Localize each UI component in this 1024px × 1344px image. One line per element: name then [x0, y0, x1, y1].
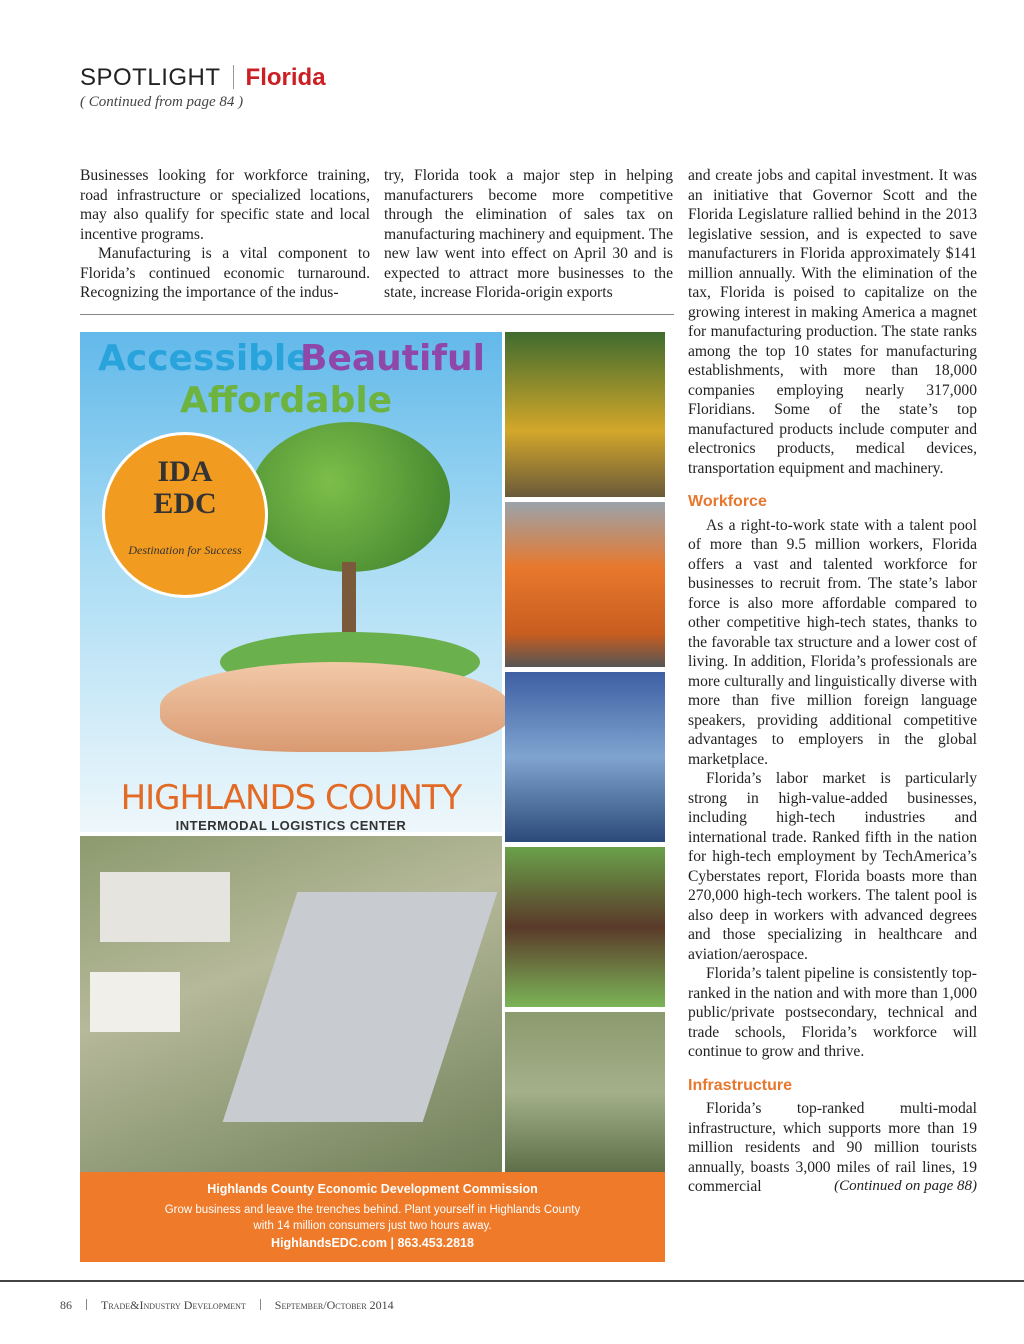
banner-contact: HighlandsEDC.com | 863.453.2818	[271, 1236, 474, 1250]
page-footer	[60, 1298, 394, 1313]
ad-tagline-affordable: Affordable	[180, 380, 393, 421]
paragraph: and create jobs and capital investment. It was an initiative that Governor Scott and the Florida Legislature rallied behind in the 2013 legislative session, and is expected to save manufacturers in Florida approximately $141 million annually. With the elimination of the tax, Florida is poised to capitalize on the growing interest in making America a magnet for manufacturing production. The state ranks among the top 10 states for manufacturing establishments, with more than 18,000 companies employing nearly 317,000 Floridians. Some of the state’s top manufactured products include computer and electronics products, medical devices, transportation equipment and machinery.	[688, 167, 977, 477]
ad-tagline-beautiful: Beautiful	[300, 338, 485, 379]
column-2	[384, 166, 673, 303]
cow-photo	[505, 847, 665, 1007]
footer-divider	[86, 1299, 87, 1310]
ida-edc-logo	[102, 432, 268, 598]
workforce-heading: Workforce	[688, 493, 767, 510]
paragraph: As a right-to-work state with a talent pool of more than 9.5 million workers, Florida offers a vast and talented workforce for businesses to recruit from. The state’s labor force is also more affordable compared to other competitive high-tech states, thanks to the favorable tax structure and a lower cost of living. In addition, Florida’s professionals are more culturally and linguistically diverse with more than five million foreign language speakers, providing additional competitive advantages to employers in the global marketplace.	[688, 516, 977, 768]
paragraph: Manufacturing is a vital component to Florida’s continued economic turnaround. Recognizing the importance of the indus-	[80, 245, 370, 301]
paragraph-text: Florida’s top-ranked multi-modal infrastructure, which supports more than 19 million residents and 90 million tourists annually, boasts 3,000 miles of rail lines, 19 commercial	[688, 1100, 977, 1195]
ad-tagline-accessible: Accessible	[98, 338, 311, 379]
continued-from-note: ( Continued from page 84 )	[80, 94, 244, 110]
ad-subtitle: INTERMODAL LOGISTICS CENTER	[175, 818, 407, 833]
ad-banner	[80, 1172, 665, 1262]
banner-line: with 14 million consumers just two hours away.	[253, 1220, 492, 1232]
column-3	[688, 166, 977, 1197]
surgeons-photo	[505, 672, 665, 842]
section-label: SPOTLIGHT	[80, 64, 221, 91]
paragraph: Florida’s labor market is particularly strong in high-value-added businesses, including high-tech industries and international trade. Ranked fifth in the nation for high-tech employment by TechAmerica’s Cyberstates report, Florida boasts more than 270,000 high-tech workers. The talent pool is also deep in workers with advanced degrees and those specializing in healthcare and aviation/aerospace.	[688, 770, 977, 963]
footer-rule	[0, 1280, 1024, 1282]
header-divider	[233, 65, 234, 89]
banner-title: Highlands County Economic Development Commission	[207, 1182, 538, 1196]
aerial-vehicles-photo	[505, 1012, 665, 1172]
building	[90, 972, 180, 1032]
orange-tree-illustration	[250, 422, 450, 572]
page-number: 86	[60, 1298, 72, 1312]
advertisement	[80, 332, 665, 1262]
column-1	[80, 166, 370, 303]
paragraph: Florida’s talent pipeline is consistently top-ranked in the nation and with more than 1,000 public/private postsecondary, technical and trade schools, Florida’s workforce will continue to grow and thrive.	[688, 965, 977, 1060]
ad-top-rule	[80, 314, 674, 315]
infrastructure-heading: Infrastructure	[688, 1076, 793, 1094]
issue-date: September/October 2014	[274, 1298, 394, 1312]
ad-county-name: HIGHLANDS COUNTY	[120, 778, 462, 818]
banner-line: Grow business and leave the trenches behind. Plant yourself in Highlands County	[164, 1204, 581, 1216]
footer-divider	[260, 1299, 261, 1310]
banner-text	[80, 1202, 665, 1234]
hand-illustration	[160, 662, 510, 752]
section-title	[80, 64, 326, 92]
building	[100, 872, 230, 942]
paragraph: try, Florida took a major step in helping manufacturers become more competitive through the elimination of sales tax on manufacturing machinery and equipment. The new law went into effect on April 30 and is expected to attract more businesses to the state, increase Florida-origin exports	[384, 167, 673, 301]
continued-to-note: (Continued on page 88)	[834, 1178, 977, 1194]
locomotive-photo	[505, 332, 665, 497]
page-header	[80, 64, 326, 111]
logo-text-edc: EDC	[153, 487, 217, 520]
logo-text-ida: IDA	[157, 455, 213, 488]
paragraph: Businesses looking for workforce training, road infrastructure or specialized locations, may also qualify for specific state and local incentive programs.	[80, 167, 370, 243]
paragraph	[688, 1099, 977, 1197]
publication-name: Trade&Industry Development	[101, 1298, 246, 1312]
logo-tagline: Destination for Success	[128, 543, 242, 557]
truck-photo	[505, 502, 665, 667]
state-label: Florida	[245, 64, 326, 91]
